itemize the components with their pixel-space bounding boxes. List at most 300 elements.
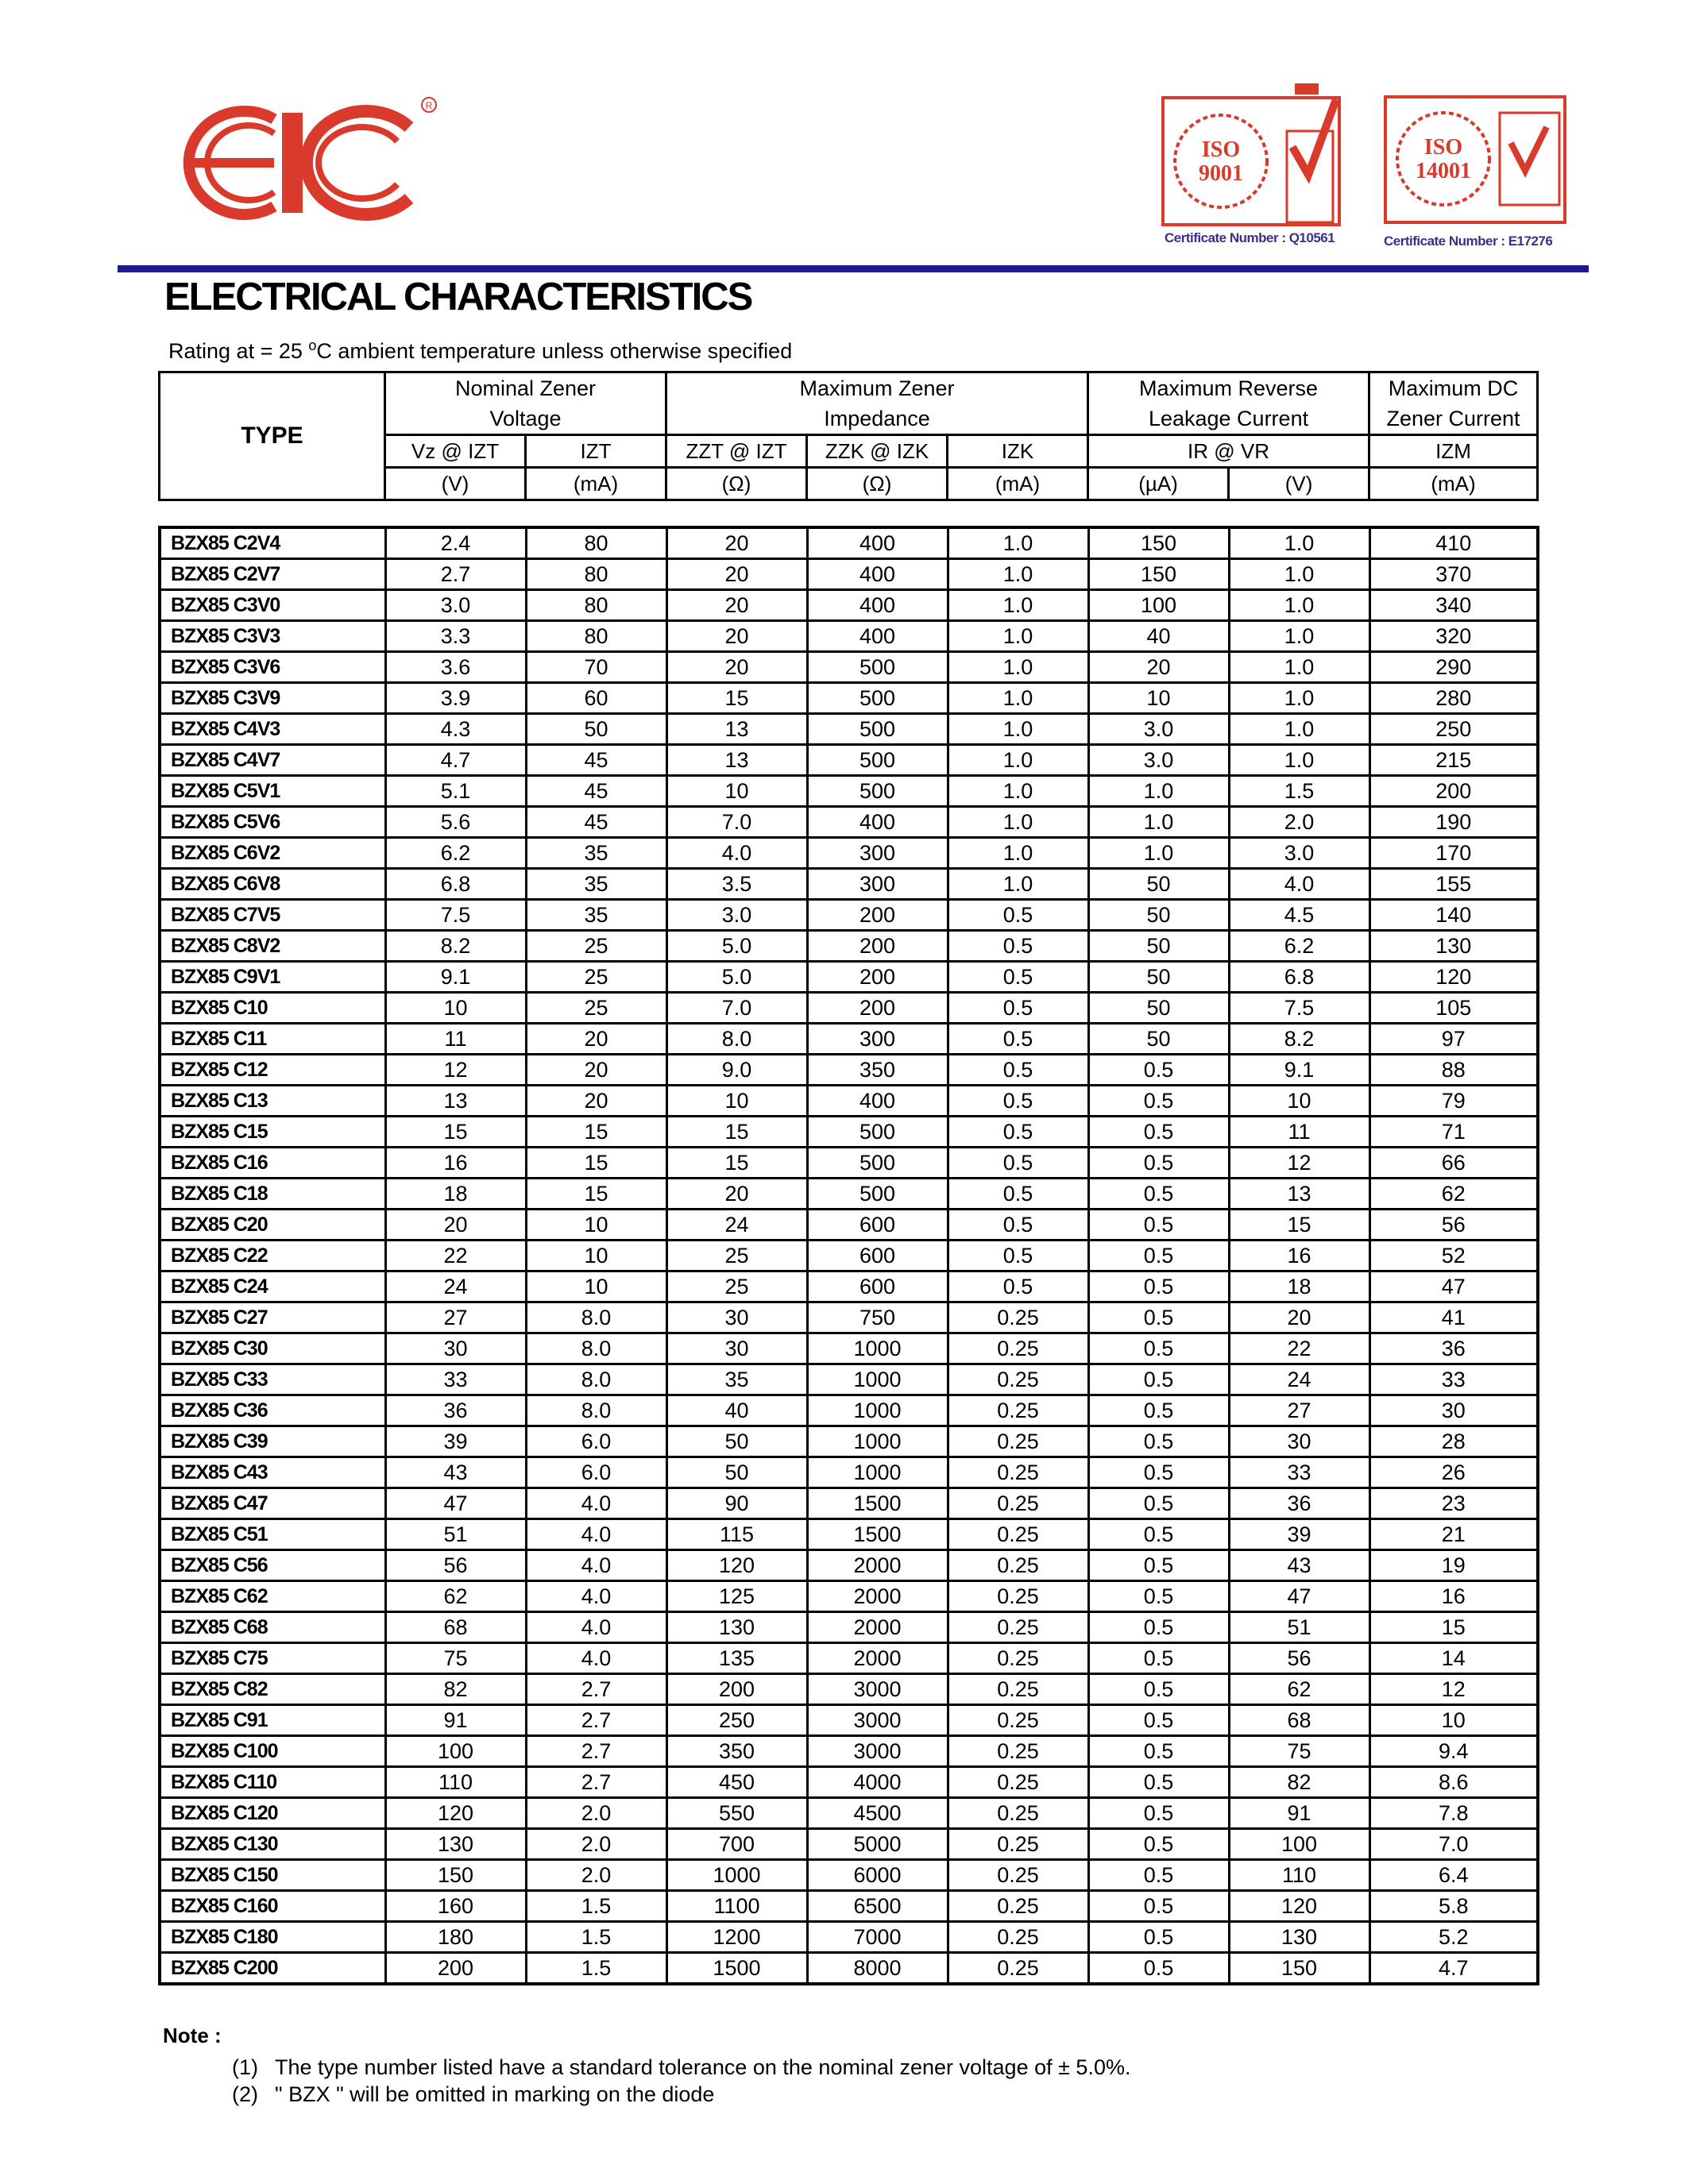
cell-ir: 0.5: [1088, 1581, 1229, 1612]
cell-izm: 21: [1369, 1519, 1538, 1550]
cell-izt: 4.0: [526, 1550, 666, 1581]
cell-zzk: 3000: [807, 1674, 948, 1705]
cell-ir: 100: [1088, 590, 1229, 621]
note-text: The type number listed have a standard tolerance on the nominal zener voltage of ± 5.0%.: [275, 2055, 1131, 2079]
cell-zzk: 600: [807, 1271, 948, 1302]
cell-zzt: 25: [666, 1271, 807, 1302]
cell-zzk: 400: [807, 1086, 948, 1117]
symbol-izt: IZT: [526, 435, 666, 468]
cell-vz: 4.3: [385, 714, 526, 745]
cell-zzt: 250: [666, 1705, 807, 1736]
table-row: [160, 1426, 1538, 1457]
cell-izm: 200: [1369, 776, 1538, 807]
cell-vz: 8.2: [385, 931, 526, 962]
cell-vz: 56: [385, 1550, 526, 1581]
cell-zzk: 400: [807, 621, 948, 652]
cell-type: BZX85 C150: [160, 1860, 385, 1891]
table-row: [160, 1643, 1538, 1674]
cell-ir: 0.5: [1088, 1612, 1229, 1643]
header-line: Maximum Zener: [799, 376, 955, 400]
cell-vr: 15: [1229, 1210, 1369, 1241]
table-header: [158, 371, 1539, 501]
cell-zzk: 3000: [807, 1736, 948, 1767]
cell-type: BZX85 C24: [160, 1271, 385, 1302]
cell-izt: 8.0: [526, 1333, 666, 1364]
cell-vz: 30: [385, 1333, 526, 1364]
cell-zzk: 400: [807, 527, 948, 559]
table-row: [160, 1519, 1538, 1550]
cell-vz: 91: [385, 1705, 526, 1736]
table-row: [160, 1364, 1538, 1395]
cell-vz: 24: [385, 1271, 526, 1302]
cell-ir: 0.5: [1088, 1643, 1229, 1674]
cell-zzk: 1000: [807, 1364, 948, 1395]
cell-izt: 80: [526, 527, 666, 559]
cell-vz: 180: [385, 1922, 526, 1953]
cell-izt: 1.5: [526, 1891, 666, 1922]
table-row: [160, 745, 1538, 776]
cell-vr: 91: [1229, 1798, 1369, 1829]
cell-ir: 0.5: [1088, 1333, 1229, 1364]
header-line: Impedance: [824, 407, 930, 430]
cell-izk: 0.25: [948, 1860, 1088, 1891]
cell-type: BZX85 C22: [160, 1241, 385, 1271]
cell-izm: 56: [1369, 1210, 1538, 1241]
cell-izm: 290: [1369, 652, 1538, 683]
cell-type: BZX85 C47: [160, 1488, 385, 1519]
cell-ir: 0.5: [1088, 1891, 1229, 1922]
cell-zzk: 7000: [807, 1922, 948, 1953]
header-line: Maximum DC: [1388, 376, 1519, 400]
cell-izm: 36: [1369, 1333, 1538, 1364]
cell-izt: 20: [526, 1086, 666, 1117]
cell-type: BZX85 C16: [160, 1148, 385, 1179]
cell-vr: 1.0: [1229, 683, 1369, 714]
table-row: [160, 1210, 1538, 1241]
table-row: [160, 527, 1538, 559]
symbol-zzk: ZZK @ IZK: [807, 435, 948, 468]
cell-vz: 15: [385, 1117, 526, 1148]
table-row: [160, 1550, 1538, 1581]
cell-type: BZX85 C36: [160, 1395, 385, 1426]
note-text: " BZX " will be omitted in marking on the diode: [275, 2082, 715, 2106]
cell-izt: 8.0: [526, 1395, 666, 1426]
cell-ir: 50: [1088, 900, 1229, 931]
cell-vz: 68: [385, 1612, 526, 1643]
table-row: [160, 1860, 1538, 1891]
cell-vz: 16: [385, 1148, 526, 1179]
cell-izk: 0.5: [948, 1024, 1088, 1055]
cell-type: BZX85 C12: [160, 1055, 385, 1086]
cell-izt: 60: [526, 683, 666, 714]
cell-vz: 43: [385, 1457, 526, 1488]
cell-type: BZX85 C15: [160, 1117, 385, 1148]
cell-type: BZX85 C5V1: [160, 776, 385, 807]
cell-ir: 0.5: [1088, 1922, 1229, 1953]
cell-izk: 0.25: [948, 1829, 1088, 1860]
cell-izt: 35: [526, 869, 666, 900]
table-row: [160, 683, 1538, 714]
cell-izt: 25: [526, 931, 666, 962]
iso-14001-cert-number: Certificate Number : E17276: [1384, 233, 1553, 249]
cell-vz: 100: [385, 1736, 526, 1767]
cell-vz: 27: [385, 1302, 526, 1333]
cell-izm: 280: [1369, 683, 1538, 714]
cell-zzt: 3.5: [666, 869, 807, 900]
cell-izt: 8.0: [526, 1364, 666, 1395]
table-row: [160, 807, 1538, 838]
cell-izm: 140: [1369, 900, 1538, 931]
cell-vr: 43: [1229, 1550, 1369, 1581]
cell-type: BZX85 C8V2: [160, 931, 385, 962]
cell-type: BZX85 C51: [160, 1519, 385, 1550]
cell-type: BZX85 C82: [160, 1674, 385, 1705]
table-row: [160, 900, 1538, 931]
cell-ir: 0.5: [1088, 1519, 1229, 1550]
cell-vr: 33: [1229, 1457, 1369, 1488]
cell-izk: 0.5: [948, 1148, 1088, 1179]
header-line: Maximum Reverse: [1139, 376, 1319, 400]
cell-vr: 27: [1229, 1395, 1369, 1426]
table-row: [160, 652, 1538, 683]
table-row: [160, 1891, 1538, 1922]
cell-izk: 1.0: [948, 621, 1088, 652]
cell-izk: 1.0: [948, 869, 1088, 900]
cell-izt: 25: [526, 993, 666, 1024]
cell-izt: 15: [526, 1179, 666, 1210]
cell-zzk: 350: [807, 1055, 948, 1086]
cell-type: BZX85 C4V7: [160, 745, 385, 776]
cell-izk: 0.25: [948, 1736, 1088, 1767]
cell-zzt: 10: [666, 1086, 807, 1117]
table-row: [160, 1612, 1538, 1643]
cell-zzk: 300: [807, 869, 948, 900]
cell-vr: 1.0: [1229, 714, 1369, 745]
cell-type: BZX85 C2V4: [160, 527, 385, 559]
cell-izt: 35: [526, 838, 666, 869]
cell-izk: 1.0: [948, 776, 1088, 807]
cell-type: BZX85 C100: [160, 1736, 385, 1767]
cell-ir: 150: [1088, 559, 1229, 590]
table-row: [160, 1055, 1538, 1086]
cell-ir: 0.5: [1088, 1550, 1229, 1581]
cell-izm: 250: [1369, 714, 1538, 745]
iso-9001-cert-number: Certificate Number : Q10561: [1165, 230, 1335, 245]
cell-zzk: 2000: [807, 1550, 948, 1581]
cell-izm: 79: [1369, 1086, 1538, 1117]
cell-vr: 6.8: [1229, 962, 1369, 993]
cell-izk: 0.25: [948, 1612, 1088, 1643]
cell-zzt: 9.0: [666, 1055, 807, 1086]
cell-type: BZX85 C13: [160, 1086, 385, 1117]
cell-vr: 13: [1229, 1179, 1369, 1210]
unit-cell: (mA): [948, 468, 1088, 500]
table-row: [160, 1395, 1538, 1426]
cell-vr: 75: [1229, 1736, 1369, 1767]
table-row: [160, 1829, 1538, 1860]
cell-zzt: 135: [666, 1643, 807, 1674]
cell-ir: 0.5: [1088, 1705, 1229, 1736]
cell-izk: 0.5: [948, 962, 1088, 993]
cell-zzt: 1000: [666, 1860, 807, 1891]
cell-vr: 62: [1229, 1674, 1369, 1705]
cell-izk: 1.0: [948, 590, 1088, 621]
cell-vr: 16: [1229, 1241, 1369, 1271]
header-nominal-voltage: [385, 372, 666, 435]
cell-zzk: 750: [807, 1302, 948, 1333]
cell-ir: 0.5: [1088, 1148, 1229, 1179]
cell-zzt: 20: [666, 527, 807, 559]
cell-izm: 120: [1369, 962, 1538, 993]
cell-izt: 20: [526, 1055, 666, 1086]
cell-izk: 0.5: [948, 931, 1088, 962]
cell-izm: 41: [1369, 1302, 1538, 1333]
cell-vz: 36: [385, 1395, 526, 1426]
cell-izm: 66: [1369, 1148, 1538, 1179]
table-row: [160, 1333, 1538, 1364]
cell-zzt: 20: [666, 621, 807, 652]
cell-vz: 11: [385, 1024, 526, 1055]
cell-vr: 150: [1229, 1953, 1369, 1985]
cell-vz: 3.0: [385, 590, 526, 621]
cell-ir: 20: [1088, 652, 1229, 683]
cell-izm: 97: [1369, 1024, 1538, 1055]
cell-zzt: 1500: [666, 1953, 807, 1985]
cell-izt: 15: [526, 1117, 666, 1148]
cell-ir: 0.5: [1088, 1674, 1229, 1705]
cell-izt: 10: [526, 1271, 666, 1302]
cell-izk: 0.25: [948, 1922, 1088, 1953]
cell-izm: 19: [1369, 1550, 1538, 1581]
cell-zzt: 15: [666, 1117, 807, 1148]
cell-vr: 10: [1229, 1086, 1369, 1117]
table-row: [160, 1302, 1538, 1333]
cell-izk: 0.25: [948, 1953, 1088, 1985]
cell-izk: 1.0: [948, 745, 1088, 776]
cell-izk: 0.5: [948, 1271, 1088, 1302]
svg-text:ISO: ISO: [1423, 135, 1463, 160]
cell-vz: 3.9: [385, 683, 526, 714]
table-row: [160, 1086, 1538, 1117]
cell-zzt: 50: [666, 1426, 807, 1457]
cell-zzt: 13: [666, 714, 807, 745]
cell-ir: 0.5: [1088, 1426, 1229, 1457]
cell-zzt: 350: [666, 1736, 807, 1767]
cell-izm: 88: [1369, 1055, 1538, 1086]
svg-text:ISO: ISO: [1201, 137, 1241, 162]
cell-izm: 9.4: [1369, 1736, 1538, 1767]
symbol-vz: Vz @ IZT: [385, 435, 526, 468]
cell-vr: 1.0: [1229, 745, 1369, 776]
cell-type: BZX85 C3V0: [160, 590, 385, 621]
cell-zzk: 300: [807, 838, 948, 869]
unit-cell: (mA): [526, 468, 666, 500]
cell-izm: 8.6: [1369, 1767, 1538, 1798]
table-row: [160, 1674, 1538, 1705]
cell-vz: 160: [385, 1891, 526, 1922]
cell-vz: 7.5: [385, 900, 526, 931]
cell-type: BZX85 C3V3: [160, 621, 385, 652]
cell-vz: 9.1: [385, 962, 526, 993]
header-line: Leakage Current: [1148, 407, 1309, 430]
cell-vr: 47: [1229, 1581, 1369, 1612]
cell-zzk: 500: [807, 652, 948, 683]
cell-izm: 410: [1369, 527, 1538, 559]
cell-zzk: 500: [807, 1179, 948, 1210]
cell-zzt: 30: [666, 1333, 807, 1364]
cell-vr: 1.0: [1229, 652, 1369, 683]
cell-izt: 25: [526, 962, 666, 993]
note-number: (1): [232, 2055, 258, 2079]
cell-izk: 0.25: [948, 1798, 1088, 1829]
cell-vr: 1.0: [1229, 590, 1369, 621]
cell-vz: 3.6: [385, 652, 526, 683]
cell-izm: 155: [1369, 869, 1538, 900]
table-row: [160, 590, 1538, 621]
cell-type: BZX85 C62: [160, 1581, 385, 1612]
header-max-dc-current: [1369, 372, 1538, 435]
cell-izt: 6.0: [526, 1457, 666, 1488]
cell-ir: 0.5: [1088, 1055, 1229, 1086]
cell-izk: 0.25: [948, 1550, 1088, 1581]
cell-izm: 5.2: [1369, 1922, 1538, 1953]
cell-zzt: 7.0: [666, 993, 807, 1024]
cell-vz: 51: [385, 1519, 526, 1550]
cell-ir: 50: [1088, 869, 1229, 900]
cell-izm: 130: [1369, 931, 1538, 962]
cell-izm: 340: [1369, 590, 1538, 621]
svg-text:9001: 9001: [1199, 161, 1243, 186]
cell-izm: 105: [1369, 993, 1538, 1024]
cell-vr: 30: [1229, 1426, 1369, 1457]
table-row: [160, 931, 1538, 962]
cell-type: BZX85 C11: [160, 1024, 385, 1055]
cell-type: BZX85 C75: [160, 1643, 385, 1674]
cell-izm: 62: [1369, 1179, 1538, 1210]
cell-ir: 0.5: [1088, 1457, 1229, 1488]
cell-izk: 0.25: [948, 1302, 1088, 1333]
cell-vz: 2.7: [385, 559, 526, 590]
cell-izt: 20: [526, 1024, 666, 1055]
cell-izk: 0.25: [948, 1705, 1088, 1736]
table-row: [160, 1241, 1538, 1271]
cell-izt: 2.0: [526, 1860, 666, 1891]
cell-zzt: 20: [666, 590, 807, 621]
cell-izk: 0.25: [948, 1364, 1088, 1395]
cell-zzt: 450: [666, 1767, 807, 1798]
table-row: [160, 714, 1538, 745]
cell-ir: 50: [1088, 993, 1229, 1024]
cell-vr: 3.0: [1229, 838, 1369, 869]
cell-izm: 190: [1369, 807, 1538, 838]
cell-vz: 10: [385, 993, 526, 1024]
cell-zzt: 7.0: [666, 807, 807, 838]
cell-ir: 0.5: [1088, 1860, 1229, 1891]
cell-izk: 0.25: [948, 1395, 1088, 1426]
cell-ir: 0.5: [1088, 1488, 1229, 1519]
cell-vz: 5.6: [385, 807, 526, 838]
cell-vz: 22: [385, 1241, 526, 1271]
header-max-impedance: [666, 372, 1088, 435]
cell-izk: 1.0: [948, 683, 1088, 714]
cell-zzt: 24: [666, 1210, 807, 1241]
cell-izk: 0.5: [948, 1210, 1088, 1241]
cell-zzt: 25: [666, 1241, 807, 1271]
cell-izk: 1.0: [948, 559, 1088, 590]
notes-heading: Note :: [163, 2024, 222, 2047]
cell-zzk: 500: [807, 776, 948, 807]
cell-type: BZX85 C39: [160, 1426, 385, 1457]
cell-izt: 10: [526, 1210, 666, 1241]
cell-type: BZX85 C6V8: [160, 869, 385, 900]
cell-type: BZX85 C6V2: [160, 838, 385, 869]
header-line: Zener Current: [1386, 407, 1520, 430]
cell-vr: 12: [1229, 1148, 1369, 1179]
unit-cell: (Ω): [666, 468, 807, 500]
cell-type: BZX85 C2V7: [160, 559, 385, 590]
cell-ir: 40: [1088, 621, 1229, 652]
cell-zzk: 400: [807, 559, 948, 590]
cell-type: BZX85 C160: [160, 1891, 385, 1922]
cell-izt: 1.5: [526, 1953, 666, 1985]
cell-vr: 11: [1229, 1117, 1369, 1148]
table-row: [160, 621, 1538, 652]
symbol-izk: IZK: [948, 435, 1088, 468]
svg-text:R: R: [425, 100, 433, 111]
cell-ir: 0.5: [1088, 1736, 1229, 1767]
cell-izk: 1.0: [948, 714, 1088, 745]
symbol-zzt: ZZT @ IZT: [666, 435, 807, 468]
cell-zzk: 500: [807, 1117, 948, 1148]
cell-type: BZX85 C3V6: [160, 652, 385, 683]
table-row: [160, 993, 1538, 1024]
cell-izk: 1.0: [948, 807, 1088, 838]
cell-vz: 6.2: [385, 838, 526, 869]
cell-zzk: 4000: [807, 1767, 948, 1798]
unit-cell: (V): [1229, 468, 1369, 500]
cell-ir: 0.5: [1088, 1179, 1229, 1210]
degree-symbol: o: [308, 338, 317, 353]
cell-izm: 23: [1369, 1488, 1538, 1519]
cell-zzt: 5.0: [666, 962, 807, 993]
cell-izt: 8.0: [526, 1302, 666, 1333]
cell-zzk: 1000: [807, 1426, 948, 1457]
cell-zzt: 20: [666, 559, 807, 590]
cell-izt: 10: [526, 1241, 666, 1271]
cell-izt: 45: [526, 776, 666, 807]
table-row: [160, 1148, 1538, 1179]
cell-vz: 39: [385, 1426, 526, 1457]
cell-izk: 0.25: [948, 1457, 1088, 1488]
cell-vr: 51: [1229, 1612, 1369, 1643]
cell-zzk: 3000: [807, 1705, 948, 1736]
cell-zzk: 2000: [807, 1581, 948, 1612]
cell-vr: 110: [1229, 1860, 1369, 1891]
cell-izk: 0.5: [948, 1241, 1088, 1271]
cell-zzk: 200: [807, 931, 948, 962]
cell-izt: 70: [526, 652, 666, 683]
cell-vz: 12: [385, 1055, 526, 1086]
cell-vr: 39: [1229, 1519, 1369, 1550]
note-2: [232, 2082, 714, 2107]
cell-type: BZX85 C5V6: [160, 807, 385, 838]
cell-izt: 2.7: [526, 1674, 666, 1705]
cell-ir: 0.5: [1088, 1953, 1229, 1985]
cell-izk: 0.25: [948, 1426, 1088, 1457]
cell-vr: 82: [1229, 1767, 1369, 1798]
cell-izt: 45: [526, 745, 666, 776]
header-line: Nominal Zener: [454, 376, 597, 400]
